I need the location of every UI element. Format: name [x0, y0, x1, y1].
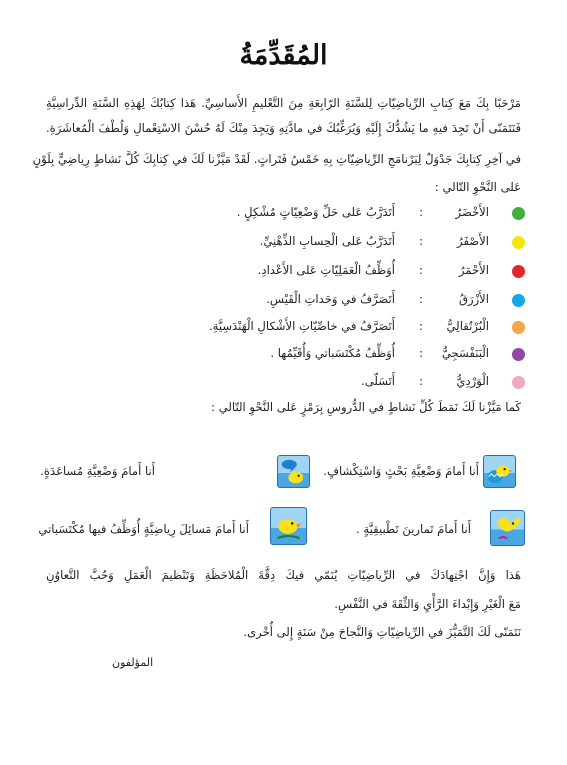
color-name: الْبُرْتُقالِيُّ	[446, 319, 489, 333]
intro-line-1: مَرْحَبًا بِكَ مَعَ كِتابِ الرِّياضِيّاتِ لِلسَّنَةِ الرّابِعَةِ مِنَ التَّعْليمِ الأَساسِيِّ. هَذا كِتابُكَ لِهَذِهِ السَّنَةِ الدِّراسِيَّةِ	[46, 96, 521, 110]
singing-bird-icon	[270, 507, 307, 545]
page-title: المُقَدِّمَةُ	[239, 40, 328, 71]
icon-caption-exercises: أَنا أَمامَ تَمارينَ تَطْبيقِيَّةٍ .	[356, 522, 471, 536]
legend-row-orange	[208, 319, 525, 337]
colon: :	[419, 346, 423, 360]
authors-signature: المؤلفون	[112, 656, 154, 669]
intro-line-4: عَلى النَّحْوِ التّالي :	[434, 180, 521, 194]
color-name: الأَخْضَرُ	[455, 205, 489, 219]
activity-description: أُوَظِّفُ مُكْتَسَباتي وَأُقَيِّمُها .	[270, 346, 395, 360]
color-name: الْبَنَفْسَجِيُّ	[441, 346, 489, 360]
chick-egg-icon	[483, 455, 516, 488]
icon-caption-research: أَنا أَمامَ وَضْعِيَّةِ بَحْثٍ وَاسْتِكْشافٍ.	[323, 464, 479, 478]
legend-row-pink	[225, 374, 525, 392]
flying-bird-icon	[490, 510, 525, 546]
legend-row-yellow	[225, 234, 525, 252]
legend-row-green	[225, 205, 525, 223]
yellow-dot-icon	[512, 236, 525, 249]
colon: :	[419, 205, 423, 219]
purple-dot-icon	[512, 348, 525, 361]
activity-description: أُوَظِّفُ الْعَمَلِيّاتِ عَلى الأَعْدادِ.	[257, 263, 395, 277]
green-dot-icon	[512, 207, 525, 220]
activity-description: أَتَسَلّى.	[361, 374, 395, 388]
activity-description: أَتَصَرَّفُ في وَحَداتِ الْقَيْسِ.	[266, 292, 395, 306]
color-name: الأَحْمَرُ	[458, 263, 489, 277]
colon: :	[419, 263, 423, 277]
colon: :	[419, 374, 423, 388]
color-name: الْوَرْدِيُّ	[456, 374, 489, 388]
colon: :	[419, 319, 423, 333]
pink-dot-icon	[512, 376, 525, 389]
legend-row-red	[225, 263, 525, 281]
activity-description: أَتَدَرَّبُ عَلى حَلِّ وَضْعِيّاتٍ مُشْكِلٍ .	[236, 205, 395, 219]
activity-description: أَتَدَرَّبُ عَلى الْحِسابِ الذِّهْنِيِّ.	[259, 234, 395, 248]
closing-line-2: مَعَ الْغَيْرِ وَإِبْداءَ الرَّأْيِ وَالثِّقَةَ في النَّفْسِ.	[334, 597, 521, 611]
activity-description: أَتَصَرَّفُ في خاصِّيّاتِ الأَشْكالِ الْهَنْدَسِيَّةِ.	[208, 319, 395, 333]
orange-dot-icon	[512, 321, 525, 334]
icon-caption-problems: أَنا أَمامَ مَسائِلَ رِياضِيَّةٍ أُوَظِّفُ فيها مُكْتَسَباتي	[38, 522, 249, 536]
icon-caption-help: أَنا أَمامَ وَضْعِيَّةِ مُساعَدَةٍ.	[40, 464, 155, 478]
legend-row-purple	[225, 346, 525, 364]
symbols-intro: كَما مَيَّزْنا لَكَ نَمَطَ كُلِّ نَشاطٍ في الدُّروسِ بِرَمْزٍ عَلى النَّحْوِ التّالي :	[211, 400, 521, 414]
color-name: الأَصْفَرُ	[457, 234, 489, 248]
closing-line-3: نَتَمَنّى لَكَ التَّمَيُّزَ في الرِّياضِيّاتِ وَالنَّجاحَ مِنْ سَنَةٍ إِلى أُخْرى.	[243, 625, 521, 639]
color-name: الأَزْرَقُ	[458, 292, 489, 306]
legend-row-blue	[225, 292, 525, 310]
closing-line-1: هَذا وَإِنَّ اجْتِهادَكَ في الرِّياضِيّاتِ يُنَمّي فيكَ دِقَّةَ الْمُلاحَظَةِ وَتَنْظيمَ الْعَمَلِ وَحُبَّ التَّعاوُنِ	[46, 568, 521, 582]
red-dot-icon	[512, 265, 525, 278]
bird-speech-icon	[277, 455, 310, 488]
intro-line-3: في آخِرِ كِتابِكَ جَدْوَلٌ لِبَرْنامَجِ الرِّياضِيّاتِ بِهِ خَمْسُ فَتَراتٍ. لَقَدْ مَيَّزْنا لَكَ في كِتابِكَ كُلَّ نَشاطٍ رِياضِيٍّ بِلَوْنٍ	[32, 152, 521, 166]
colon: :	[419, 234, 423, 248]
blue-dot-icon	[512, 294, 525, 307]
colon: :	[419, 292, 423, 306]
intro-line-2: فَنَتَمَنّى أَنْ تَجِدَ فيهِ ما يَشُدُّكَ إِلَيْهِ وَيُرَغِّبُكَ في مادَّتِهِ وَيَجِدَ مِنْكَ لَهُ حُسْنَ الاسْتِعْمالِ وَلُطْفَ الْمُعاشَرَةِ.	[46, 121, 521, 135]
